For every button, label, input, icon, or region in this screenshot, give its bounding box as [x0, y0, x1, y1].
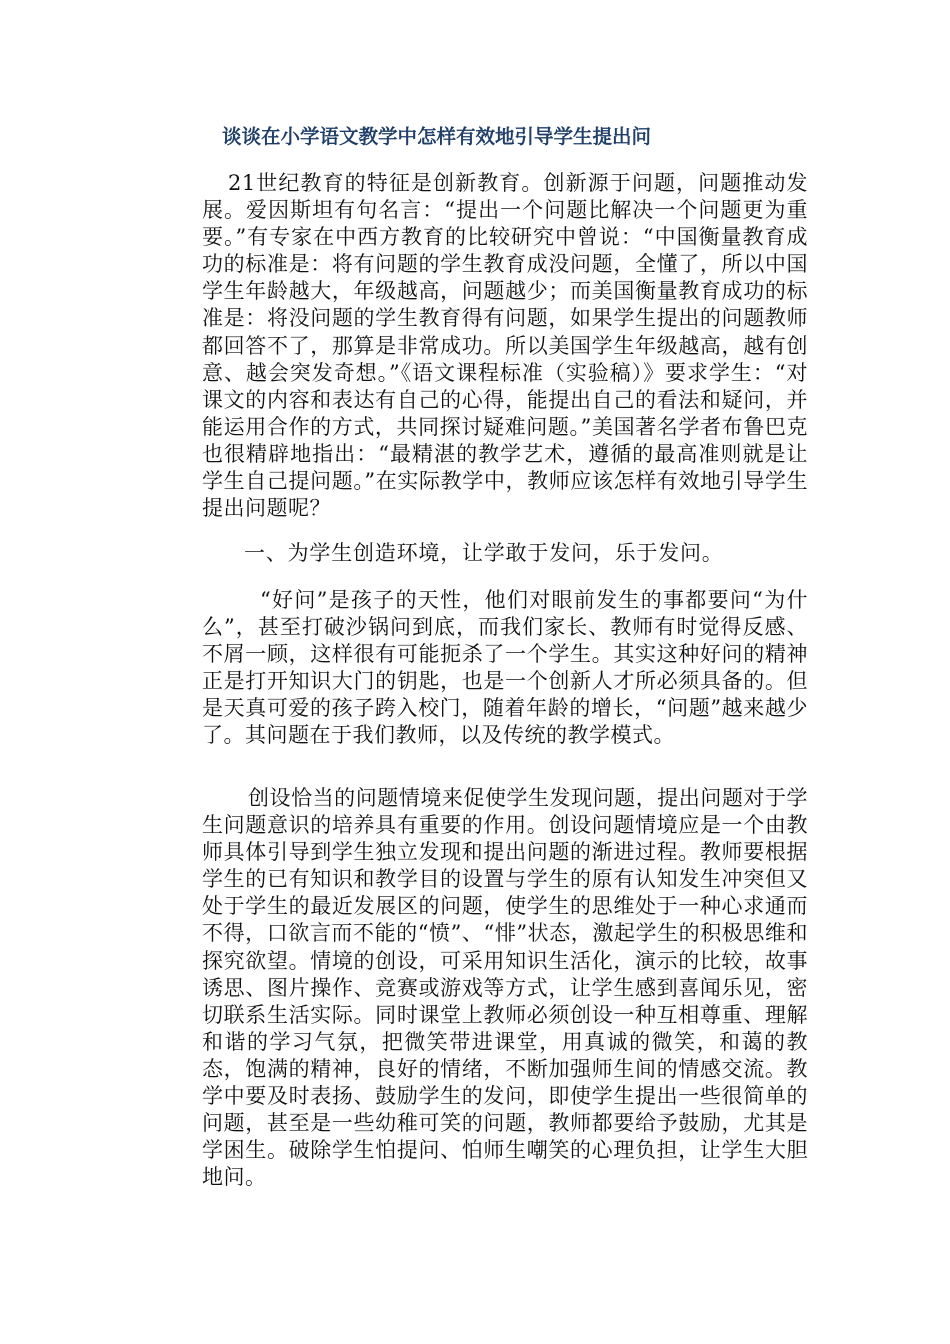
document-title: 谈谈在小学语文教学中怎样有效地引导学生提出问: [222, 125, 652, 148]
paragraph-problem-situation: 创设恰当的问题情境来促使学生发现问题，提出问题对于学生问题意识的培养具有重要的作用。创设问题情境应是一个由教师具体引导到学生独立发现和提出问题的渐进过程。教师要根据学生的已有知识和教学目的设置与学生的原有认知发生冲突但又处于学生的最近发展区的问题，使学生的思维处于一种心求通而不得，口欲言而不能的“愤”、“悱”状态，激起学生的积极思维和探究欲望。情境的创设，可采用知识生活化，演示的比较，故事诱思、图片操作、竞赛或游戏等方式，让学生感到喜闻乐见，密切联系生活实际。同时课堂上教师必须创设一种互相尊重、理解和谐的学习气氛，把微笑带进课堂，用真诚的微笑，和蔼的教态，饱满的精神，良好的情绪，不断加强师生间的情感交流。教学中要及时表扬、鼓励学生的发问，即使学生提出一些很简单的问题，甚至是一些幼稚可笑的问题，教师都要给予鼓励，尤其是学困生。破除学生怕提问、怕师生嘲笑的心理负担，让学生大胆地问。: [202, 786, 808, 1190]
paragraph-intro: 21世纪教育的特征是创新教育。创新源于问题，问题推动发展。爱因斯坦有句名言：“提出一个问题比解决一个问题更为重要。”有专家在中西方教育的比较研究中曾说：“中国衡量教育成功的标准是：将有问题的学生教育成没问题，全懂了，所以中国学生年龄越大，年级越高，问题越少；而美国衡量教育成功的标准是：将没问题的学生教育得有问题，如果学生提出的问题教师都回答不了，那算是非常成功。所以美国学生年级越高，越有创意、越会突发奇想。”《语文课程标准（实验稿）》要求学生：“对课文的内容和表达有自己的心得，能提出自己的看法和疑问，并能运用合作的方式，共同探讨疑难问题。”美国著名学者布鲁巴克也很精辟地指出：“最精湛的教学艺术，遵循的最高准则就是让学生自己提问题。”在实际教学中，教师应该怎样有效地引导学生提出问题呢？: [202, 171, 808, 521]
section-heading: 一、为学生创造环境，让学敢于发问，乐于发问。: [244, 541, 724, 565]
paragraph-curiosity: “好问”是孩子的天性，他们对眼前发生的事都要问“为什么”，甚至打破沙锅问到底，而我们家长、教师有时觉得反感、不屑一顾，这样很有可能扼杀了一个学生。其实这种好问的精神正是打开知识大门的钥匙，也是一个创新人才所必须具备的。但是天真可爱的孩子跨入校门，随着年龄的增长，“问题”越来越少了。其问题在于我们教师，以及传统的教学模式。: [202, 588, 808, 748]
